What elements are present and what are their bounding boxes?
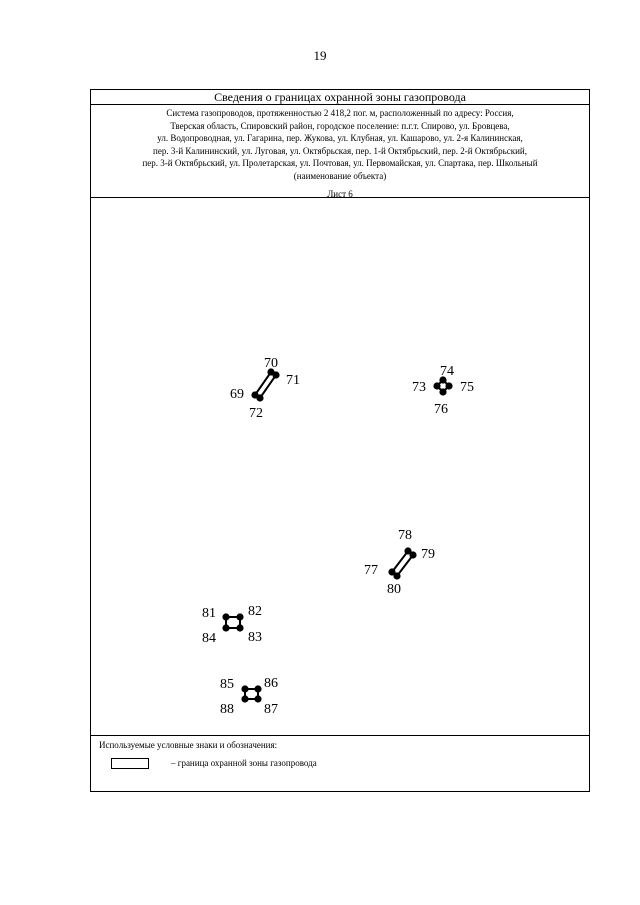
point-label-82: 82 (248, 604, 262, 619)
legend-boundary-text: – граница охранной зоны газопровода (171, 758, 317, 768)
boundary-drawing-svg (91, 199, 589, 738)
zone-77-80 (364, 528, 435, 597)
object-description-line: Тверская область, Спировский район, городское поселение: п.г.т. Спирово, ул. Бровцева, (170, 120, 510, 131)
point-label-79: 79 (421, 547, 435, 562)
point-label-70: 70 (264, 356, 278, 371)
boundary-point-83 (236, 624, 243, 631)
boundary-point-71 (272, 371, 279, 378)
legend-boundary-symbol (111, 758, 149, 769)
object-description-line: пер. 3-й Калининский, ул. Луговая, ул. Октябрьская, пер. 1-й Октябрьский, пер. 2-й Октябрьский, (153, 145, 527, 156)
zone-85-88 (220, 676, 278, 717)
zone-73-76 (412, 364, 474, 417)
point-label-86: 86 (264, 676, 278, 691)
zone-69-72 (230, 356, 300, 421)
point-label-88: 88 (220, 702, 234, 717)
boundary-point-88 (241, 695, 248, 702)
legend (91, 735, 589, 791)
object-name-caption: (наименование объекта) (293, 170, 387, 181)
point-label-73: 73 (412, 380, 426, 395)
boundary-point-84 (222, 624, 229, 631)
boundary-point-75 (445, 382, 452, 389)
object-description-line: Система газопроводов, протяженностью 2 418,2 пог. м, расположенный по адресу: Россия, (166, 108, 514, 118)
boundary-point-80 (393, 572, 400, 579)
object-description-line: ул. Водопроводная, ул. Гагарина, пер. Жукова, ул. Клубная, ул. Кашарово, ул. 2-я Калининская, (157, 133, 523, 143)
boundary-drawing (91, 199, 589, 738)
boundary-point-87 (254, 695, 261, 702)
legend-title: Используемые условные знаки и обозначения: (99, 740, 278, 750)
point-label-75: 75 (460, 380, 474, 395)
point-label-72: 72 (249, 406, 263, 421)
point-label-76: 76 (434, 402, 448, 417)
boundary-point-79 (409, 551, 416, 558)
boundary-point-81 (222, 613, 229, 620)
document-title: Сведения о границах охранной зоны газопровода (91, 90, 589, 105)
boundary-point-72 (256, 394, 263, 401)
point-label-81: 81 (202, 606, 216, 621)
document-frame (90, 89, 590, 792)
object-description (91, 105, 589, 198)
point-label-71: 71 (286, 373, 300, 388)
object-description-line: пер. 3-й Октябрьский, ул. Пролетарская, ул. Почтовая, ул. Первомайская, ул. Спартака, пер. Школьный (142, 158, 538, 168)
point-label-69: 69 (230, 387, 244, 402)
point-label-85: 85 (220, 677, 234, 692)
point-label-74: 74 (440, 364, 454, 379)
page-number: 19 (313, 48, 327, 63)
boundary-point-73 (433, 382, 440, 389)
point-label-77: 77 (364, 563, 378, 578)
point-label-84: 84 (202, 631, 216, 646)
boundary-point-82 (236, 613, 243, 620)
sheet-label: Лист 6 (327, 189, 353, 199)
zone-81-84 (202, 604, 262, 646)
boundary-point-85 (241, 685, 248, 692)
point-label-80: 80 (387, 582, 401, 597)
point-label-87: 87 (264, 702, 278, 717)
boundary-point-76 (439, 388, 446, 395)
boundary-point-86 (254, 685, 261, 692)
point-label-83: 83 (248, 630, 262, 645)
point-label-78: 78 (398, 528, 412, 543)
